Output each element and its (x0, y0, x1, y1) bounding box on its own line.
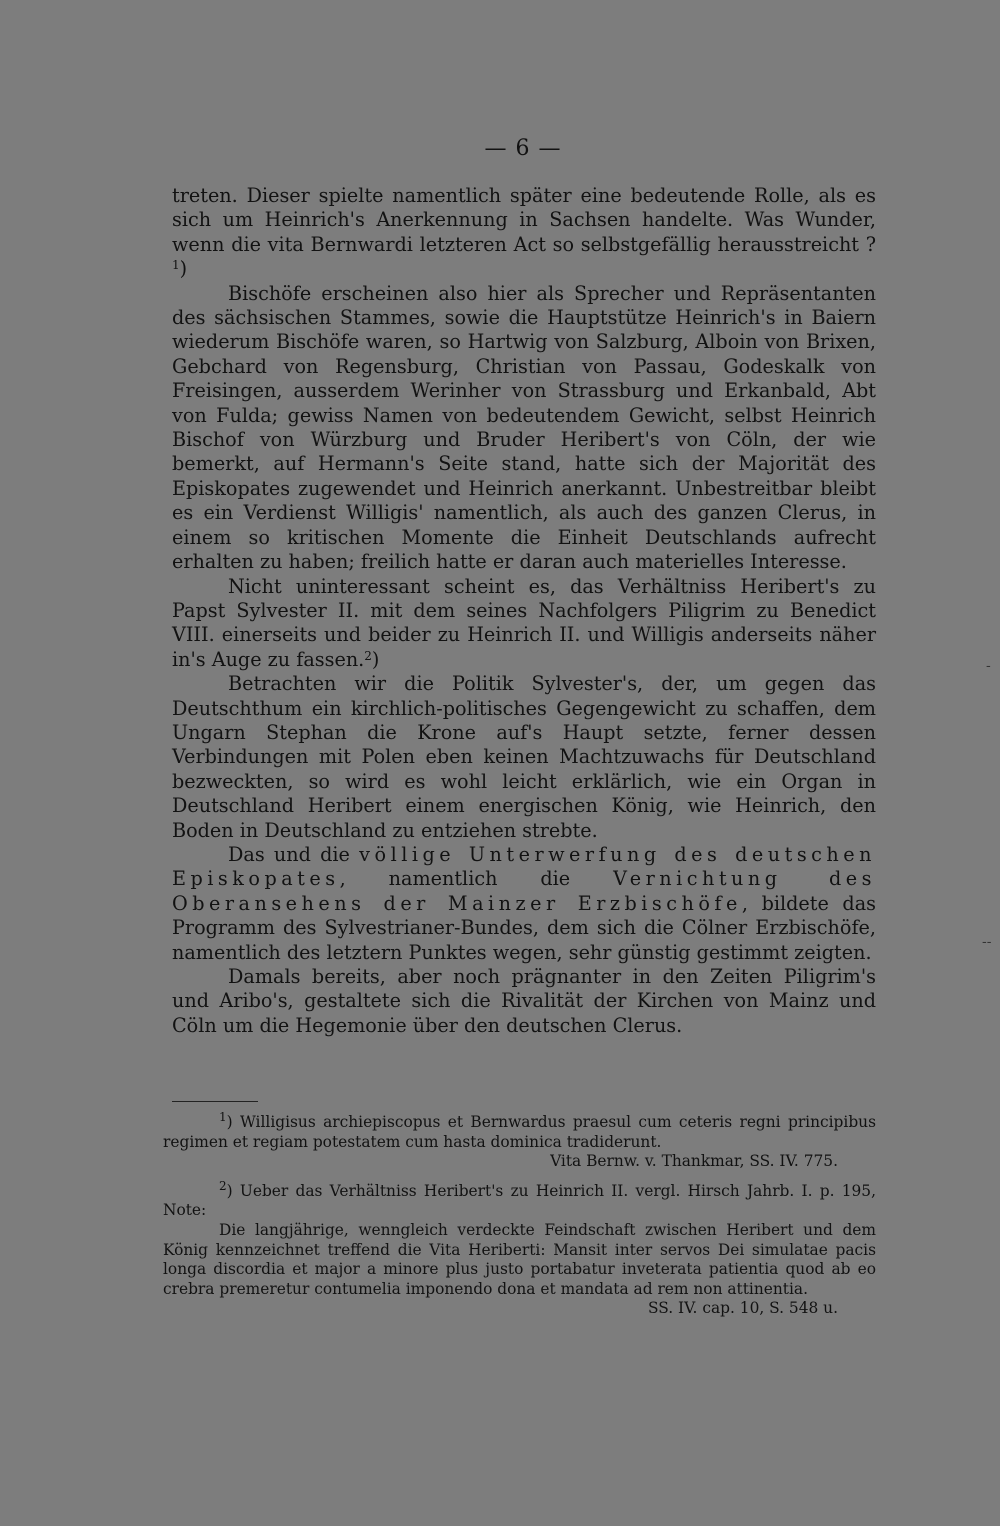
page-number: — 6 — (484, 136, 562, 161)
paragraph-5 (172, 843, 876, 965)
emphasis-unterwerfung: völlige Unterwerfung des deutschen Episkopates (172, 842, 876, 891)
main-text (172, 184, 876, 1038)
paragraph-5-text-c: , namentlich die (339, 867, 571, 891)
paragraph-1 (172, 184, 876, 282)
footnote-ref-2-paren: ) (371, 647, 380, 671)
paragraph-2: Bischöfe erscheinen also hier als Sprecher und Repräsentanten des sächsischen Stammes, sowie die Hauptstütze Heinrich's in Baiern wiederum Bischöfe waren, so Hartwig von Salzburg, Alboin von Brixen, Gebchard von Regensburg, Christian von Passau, Godeskalk von Freisingen, ausserdem Werinher von Strassburg und Erkanbald, Abt von Fulda; gewiss Namen von bedeutendem Gewicht, selbst Heinrich Bischof von Würzburg und Bruder Heribert's von Cöln, der wie bemerkt, auf Hermann's Seite stand, hatte sich der Majorität des Episkopates zugewendet und Heinrich anerkannt. Unbestreitbar bleibt es ein Verdienst Willigis' namentlich, als auch des ganzen Clerus, in einem so kritischen Momente die Einheit Deutschlands aufrecht erhalten zu haben; freilich hatte er daran auch materielles Interesse. (172, 281, 876, 574)
footnote-1 (163, 1110, 876, 1152)
footnote-2-quote: Die langjährige, wenngleich verdeckte Feindschaft zwischen Heribert und dem König kennzeichnet treffend die Vita Heriberti: Mansit inter servos Dei simulatae pacis longa discordia et major a minore plus justo portabatur inveterata patientia quod ab eo crebra premeretur contumelia imponendo dona et mandata ad rem non attinentia. (163, 1220, 876, 1298)
footnote-ref-2: 2 (364, 648, 372, 663)
footnote-ref-1-paren: ) (179, 257, 188, 281)
paragraph-6: Damals bereits, aber noch prägnanter in den Zeiten Piligrim's und Aribo's, gestaltete sich die Rivalität der Kirchen von Mainz und Cöln um die Hegemonie über den deutschen Clerus. (172, 965, 876, 1037)
footnote-rule (172, 1101, 258, 1102)
footnote-1-text: ) Willigisus archiepiscopus et Bernwardus praesul cum ceteris regni principibus regimen et regiam potestatem cum hasta dominica tradiderunt. (163, 1113, 876, 1151)
paragraph-5-text-e: , bildete das Programm des Sylvestrianer-Bundes, dem sich die Cölner Erzbischöfe, namentlich des letztern Punktes wegen, sehr günstig gestimmt zeigten. (172, 891, 876, 964)
footnote-2-mark: 2 (219, 1178, 227, 1193)
paragraph-3-text: Nicht uninteressant scheint es, das Verhältniss Heribert's zu Papst Sylvester II. mit dem seines Nachfolgers Piligrim zu Benedict VIII. einerseits und beider zu Heinrich II. und Willigis anderseits näher in's Auge zu fassen. (172, 574, 876, 671)
paragraph-4: Betrachten wir die Politik Sylvester's, der, um gegen das Deutschthum ein kirchlich-politisches Gegengewicht zu schaffen, dem Ungarn Stephan die Krone auf's Haupt setzte, ferner dessen Verbindungen mit Polen eben keinen Machtzuwachs für Deutschland bezweckten, so wird es wohl leicht erklärlich, wie ein Organ in Deutschland Heribert einem energischen König, wie Heinrich, den Boden in Deutschland zu entziehen strebte. (172, 672, 876, 842)
paragraph-5-text-a: Das und die (228, 842, 350, 866)
footnote-ref-1: 1 (172, 258, 180, 273)
margin-dash-mark: - (986, 658, 991, 674)
footnote-2 (163, 1178, 876, 1221)
margin-dash-mark-2: -- (982, 934, 992, 950)
footnote-1-citation: Vita Bernw. v. Thankmar, SS. IV. 775. (550, 1152, 838, 1171)
footnote-2-citation: SS. IV. cap. 10, S. 548 u. (648, 1299, 838, 1318)
footnotes (163, 1110, 876, 1319)
emphasis-vernichtung: Vernichtung des Oberansehens der Mainzer Erzbischöfe (172, 867, 876, 915)
paragraph-1-text: treten. Dieser spielte namentlich später eine bedeutende Rolle, als es sich um Heinrich's Anerkennung in Sachsen handelte. Was Wunder, wenn die vita Bernwardi letzteren Act so selbstgefällig herausstreicht ? (172, 184, 876, 256)
paragraph-3 (172, 575, 876, 673)
footnote-1-mark: 1 (219, 1110, 227, 1124)
footnote-2-text: ) Ueber das Verhältniss Heribert's zu Heinrich II. vergl. Hirsch Jahrb. I. p. 195, Note: (163, 1181, 876, 1220)
